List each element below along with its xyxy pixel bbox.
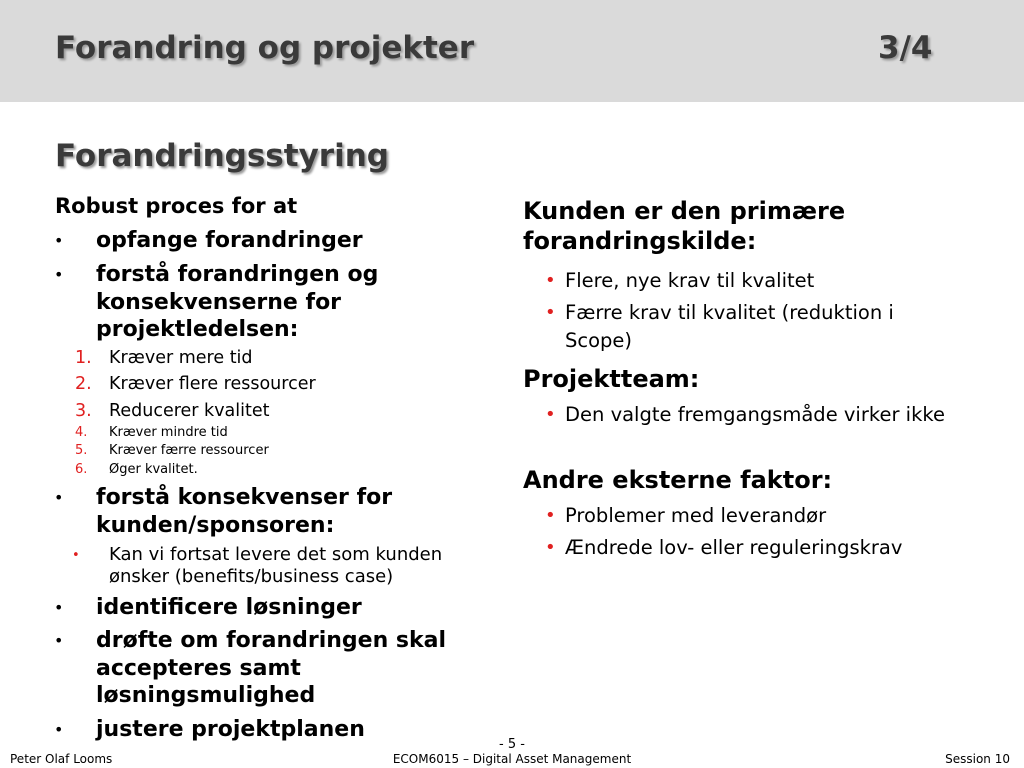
bullet-text: Flere, nye krav til kvalitet (565, 269, 815, 292)
right-bullet-item (545, 267, 965, 295)
sub-bullet-text: Kan vi fortsat levere det som kunden ønsker (benefits/business case) (109, 544, 443, 587)
bullet-text: drøfte om forandringen skal accepteres samt løsningsmulighed (96, 628, 447, 708)
footer-course: ECOM6015 – Digital Asset Management (392, 752, 632, 766)
sub-bullet-icon: • (72, 548, 80, 563)
bullet-icon: • (54, 720, 64, 739)
section-heading: Projektteam: (523, 365, 700, 393)
bullet-text: Problemer med leverandør (565, 504, 827, 527)
bullet-text: Færre krav til kvalitet (reduktion i Scope) (565, 301, 894, 352)
bullet-icon: • (54, 631, 64, 650)
list-item: Kræver mere tid (109, 348, 253, 368)
bullet-text: forstå forandringen og konsekvenserne for projektledelsen: (96, 262, 379, 342)
section-subtitle: Forandringsstyring (55, 138, 389, 174)
bullet-icon: • (54, 488, 64, 507)
footer-author: Peter Olaf Looms (10, 752, 113, 766)
bullet-icon: • (545, 404, 556, 425)
list-number: 3. (75, 401, 92, 421)
footer-session: Session 10 (945, 752, 1010, 766)
list-item: Øger kvalitet. (109, 462, 198, 477)
right-bullet-item (545, 534, 965, 562)
bullet-icon: • (54, 231, 64, 250)
slide-number: 3/4 (878, 30, 933, 66)
list-number: 6. (75, 462, 88, 477)
page-number: - 5 - (499, 737, 525, 752)
list-item: Kræver mindre tid (109, 425, 228, 440)
bullet-item (54, 261, 516, 344)
bullet-item (54, 594, 516, 622)
list-number: 2. (75, 374, 92, 394)
list-item: Kræver færre ressourcer (109, 443, 269, 458)
bullet-icon: • (545, 537, 556, 558)
page-title: Forandring og projekter (55, 30, 475, 66)
list-number: 1. (75, 348, 92, 368)
bullet-item (54, 627, 516, 710)
list-item: Kræver flere ressourcer (109, 374, 316, 394)
bullet-icon: • (545, 505, 556, 526)
section-heading: Andre eksterne faktor: (523, 466, 833, 494)
bullet-item (54, 227, 516, 255)
bullet-text: identificere løsninger (96, 595, 362, 620)
right-bullet-item (545, 299, 965, 355)
bullet-icon: • (54, 598, 64, 617)
bullet-item (54, 484, 516, 539)
list-number: 4. (75, 425, 88, 440)
bullet-text: Den valgte fremgangsmåde virker ikke (565, 403, 945, 426)
right-bullet-item (545, 502, 965, 530)
right-bullet-item (545, 401, 965, 429)
left-intro: Robust proces for at (55, 194, 298, 218)
list-number: 5. (75, 443, 88, 458)
bullet-text: forstå konsekvenser for kunden/sponsoren: (96, 485, 393, 538)
bullet-text: Ændrede lov- eller reguleringskrav (565, 536, 903, 559)
bullet-icon: • (545, 270, 556, 291)
list-item: Reducerer kvalitet (109, 401, 270, 421)
bullet-icon: • (545, 302, 556, 323)
bullet-icon: • (54, 265, 64, 284)
section-heading: Kunden er den primære forandringskilde: (523, 197, 846, 255)
bullet-text: justere projektplanen (96, 717, 365, 742)
bullet-text: opfange forandringer (96, 228, 363, 253)
